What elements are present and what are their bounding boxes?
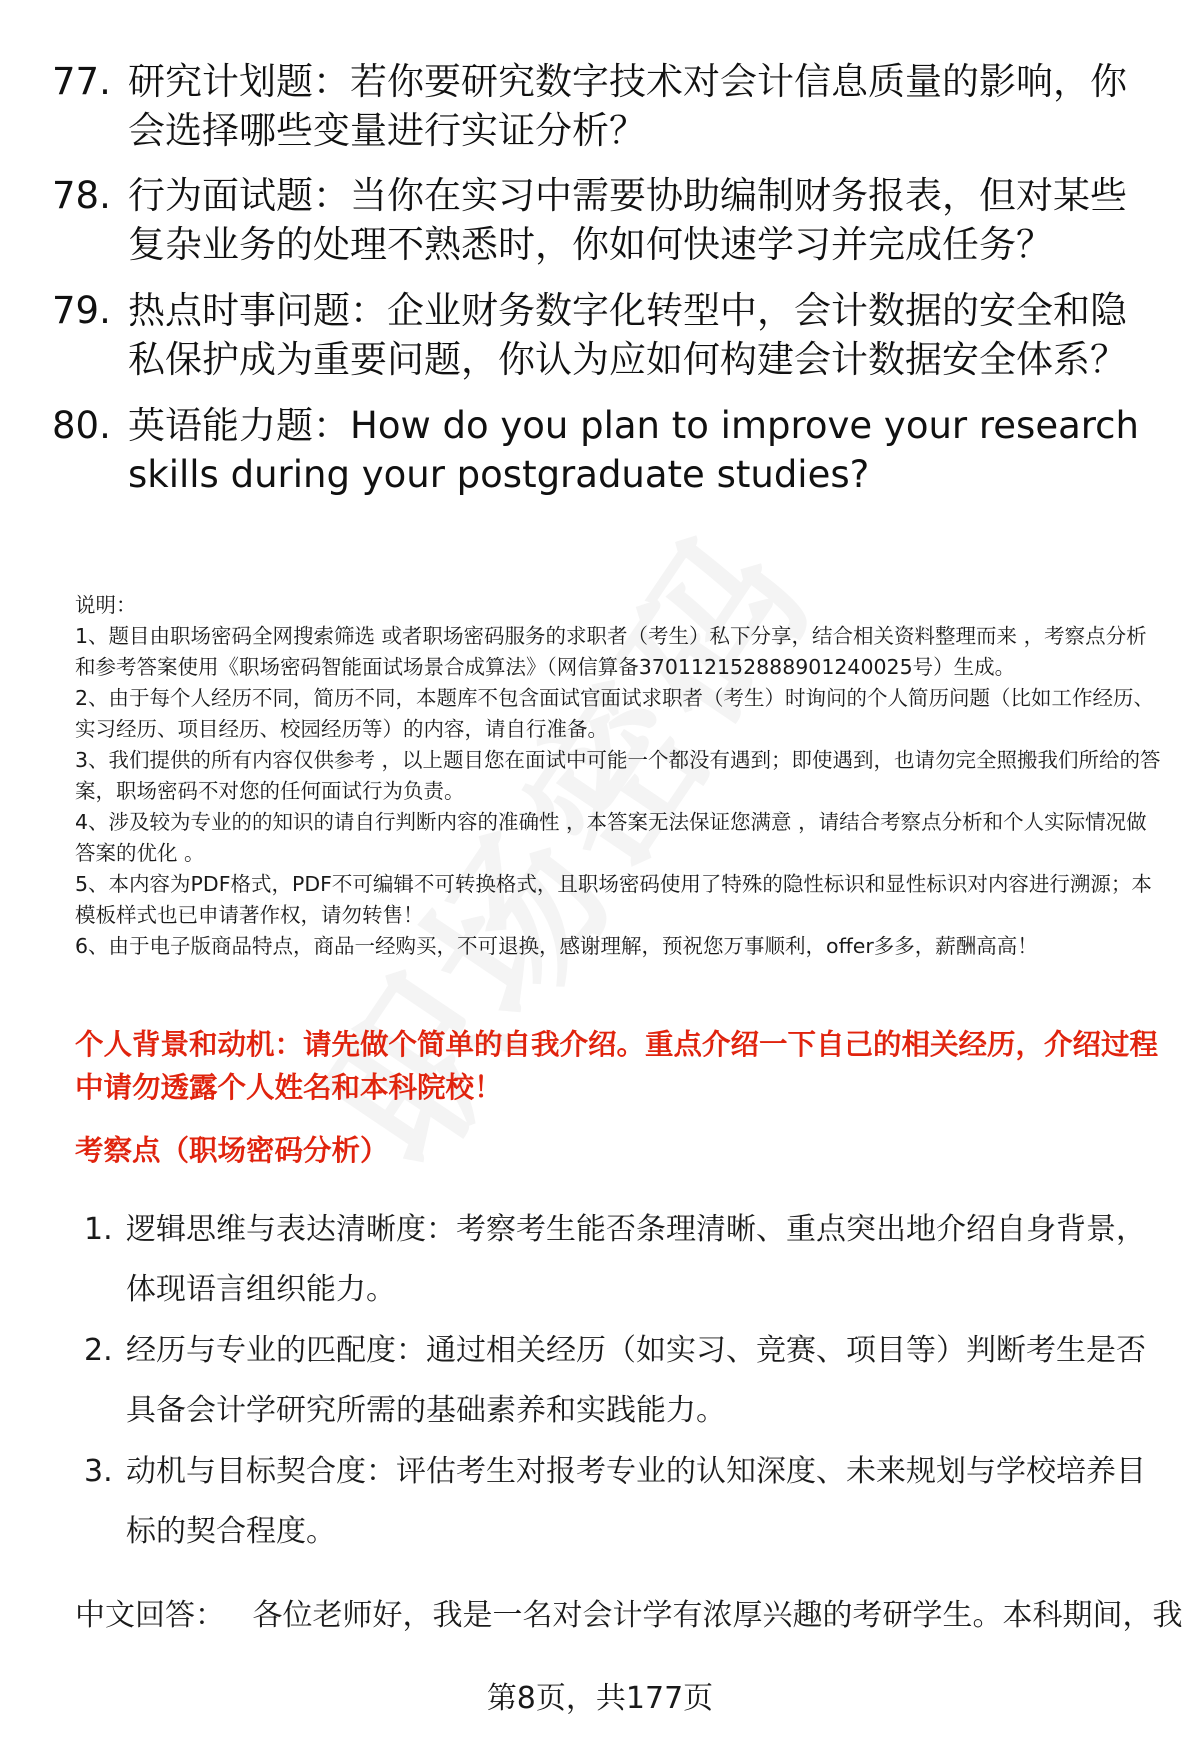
question-number: 79. bbox=[52, 289, 111, 332]
question-text: 研究计划题：若你要研究数字技术对会计信息质量的影响，你会选择哪些变量进行实证分析？ bbox=[128, 60, 1127, 152]
note-item: 4、涉及较为专业的的知识的请自行判断内容的准确性 ，本答案无法保证您满意 ，请结合考察点分析和个人实际情况做答案的优化 。 bbox=[75, 810, 1147, 865]
page-footer: 第8页，共177页 bbox=[486, 1681, 714, 1716]
analysis-point bbox=[80, 1200, 1160, 1320]
notes-title: 说明： bbox=[75, 593, 137, 617]
analysis-point-number: 3. bbox=[84, 1454, 113, 1489]
note-item: 1、题目由职场密码全网搜索筛选 或者职场密码服务的求职者（考生）私下分享，结合相关资料整理而来 ，考察点分析和参考答案使用《职场密码智能面试场景合成算法》（网信算备370112152888901240025号）生成。 bbox=[75, 624, 1147, 679]
note-item: 3、我们提供的所有内容仅供参考 ，以上题目您在面试中可能一个都没有遇到；即使遇到，也请勿完全照搬我们所给的答案，职场密码不对您的任何面试行为负责。 bbox=[75, 748, 1161, 803]
analysis-point bbox=[80, 1321, 1160, 1441]
notes-section bbox=[75, 590, 1165, 962]
analysis-point-text: 经历与专业的匹配度：通过相关经历（如实习、竞赛、项目等）判断考生是否具备会计学研究所需的基础素养和实践能力。 bbox=[126, 1333, 1146, 1428]
question-number: 78. bbox=[52, 174, 111, 217]
analysis-point-text: 动机与目标契合度：评估考生对报考专业的认知深度、未来规划与学校培养目标的契合程度。 bbox=[126, 1454, 1146, 1549]
note-item: 5、本内容为PDF格式，PDF不可编辑不可转换格式，且职场密码使用了特殊的隐性标识和显性标识对内容进行溯源；本模板样式也已申请著作权，请勿转售！ bbox=[75, 872, 1152, 927]
analysis-points-list bbox=[80, 1200, 1160, 1563]
question-text: 英语能力题：How do you plan to improve your research skills during your postgraduate studies? bbox=[128, 404, 1139, 496]
focus-question: 个人背景和动机：请先做个简单的自我介绍。重点介绍一下自己的相关经历，介绍过程中请勿透露个人姓名和本科院校！ bbox=[75, 1028, 1159, 1104]
answer-label: 中文回答： bbox=[75, 1598, 225, 1633]
analysis-point-number: 1. bbox=[84, 1212, 113, 1247]
analysis-point bbox=[80, 1442, 1160, 1562]
analysis-point-number: 2. bbox=[84, 1333, 113, 1368]
analysis-heading: 考察点（职场密码分析） bbox=[75, 1134, 389, 1167]
note-item: 6、由于电子版商品特点，商品一经购买，不可退换，感谢理解，预祝您万事顺利，offer多多，薪酬高高！ bbox=[75, 934, 1038, 958]
analysis-point-text: 逻辑思维与表达清晰度：考察考生能否条理清晰、重点突出地介绍自身背景，体现语言组织能力。 bbox=[126, 1212, 1146, 1307]
question-text: 行为面试题：当你在实习中需要协助编制财务报表，但对某些复杂业务的处理不熟悉时，你如何快速学习并完成任务？ bbox=[128, 174, 1127, 266]
question-number: 77. bbox=[52, 60, 111, 103]
question-number: 80. bbox=[52, 404, 111, 447]
answer-text: 各位老师好，我是一名对会计学有浓厚兴趣的考研学生。本科期间，我 bbox=[252, 1598, 1183, 1633]
answer-paragraph bbox=[75, 1595, 1183, 1637]
question-text: 热点时事问题：企业财务数字化转型中，会计数据的安全和隐私保护成为重要问题，你认为应如何构建会计数据安全体系？ bbox=[128, 289, 1127, 381]
note-item: 2、由于每个人经历不同，简历不同，本题库不包含面试官面试求职者（考生）时询问的个人简历问题（比如工作经历、实习经历、项目经历、校园经历等）的内容，请自行准备。 bbox=[75, 686, 1155, 741]
